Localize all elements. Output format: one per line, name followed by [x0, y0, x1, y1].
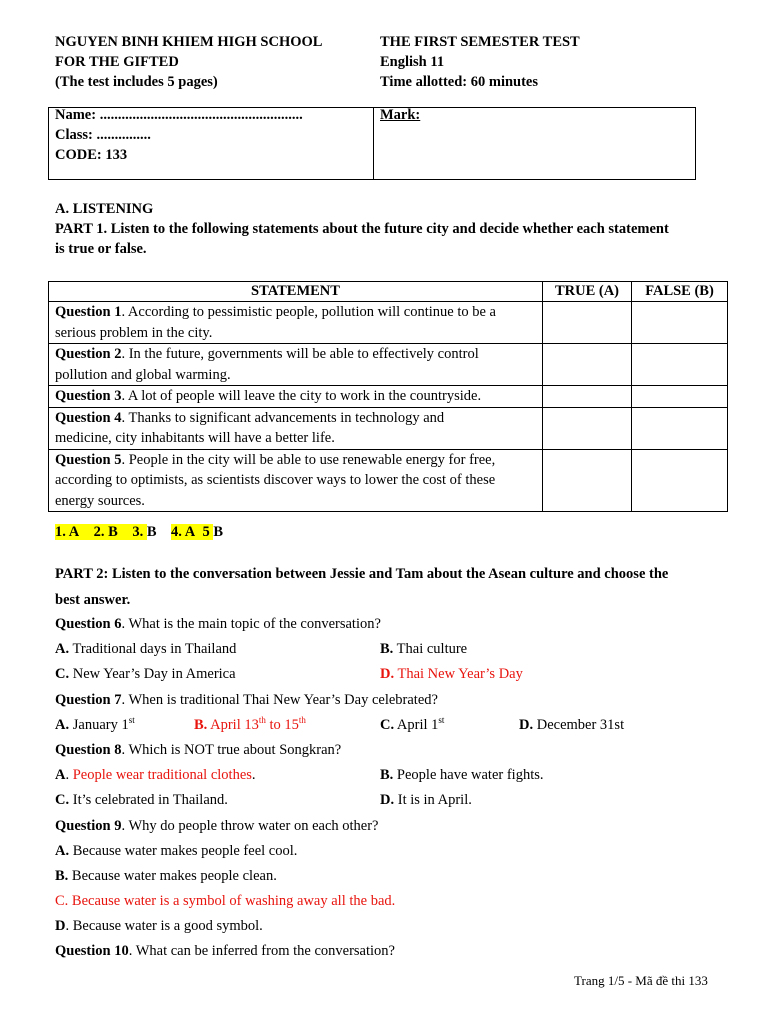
- option-end: .: [251, 767, 256, 783]
- time-allotted: Time allotted: 60 minutes: [380, 74, 539, 90]
- answer-5-value: B: [213, 524, 223, 540]
- answer-3-number: 3.: [132, 524, 147, 540]
- option-text: People wear traditional clothes: [72, 767, 252, 783]
- answer-4: 4. A: [171, 524, 196, 540]
- false-cell[interactable]: [632, 449, 728, 512]
- question-text: . A lot of people will leave the city to work in the countryside.: [121, 388, 482, 404]
- q6-option-d-correct: [380, 666, 523, 683]
- question-label: Question 10: [55, 943, 129, 959]
- section-listening: A. LISTENING: [55, 201, 154, 217]
- question-8: [55, 742, 341, 759]
- statement-cell: [49, 386, 543, 408]
- q7-option-a: [55, 717, 135, 734]
- superscript: th: [258, 715, 266, 725]
- answer-3-value: B: [146, 524, 157, 540]
- table-row: [49, 344, 728, 386]
- option-text: December 31st: [533, 717, 625, 733]
- option-letter: D.: [380, 666, 395, 682]
- question-text: . Which is NOT true about Songkran?: [121, 742, 342, 758]
- question-label: Question 6: [55, 616, 122, 632]
- question-text: . What is the main topic of the conversation?: [121, 616, 381, 632]
- question-text-cont: according to optimists, as scientists discover ways to lower the cost of these: [55, 472, 496, 488]
- question-label: Question 7: [55, 692, 122, 708]
- question-label: Question 1: [55, 304, 122, 320]
- statement-cell: [49, 344, 543, 386]
- option-letter: A: [55, 767, 66, 783]
- part1-instruction-line1: PART 1. Listen to the following statements about the future city and decide whether each statement: [55, 221, 669, 237]
- table-header-row: [49, 282, 728, 302]
- option-text: April 1: [394, 717, 439, 733]
- q8-option-d: [380, 792, 472, 809]
- mark-label: Mark:: [380, 107, 421, 123]
- true-cell[interactable]: [543, 449, 632, 512]
- statement-header: STATEMENT: [49, 282, 543, 302]
- false-cell[interactable]: [632, 386, 728, 408]
- option-text: Traditional days in Thailand: [69, 641, 237, 657]
- option-text: Because water makes people feel cool.: [69, 843, 298, 859]
- statement-cell: [49, 449, 543, 512]
- superscript: th: [298, 715, 306, 725]
- answer-2: 2. B: [93, 524, 118, 540]
- question-label: Question 3: [55, 388, 122, 404]
- q6-option-a: [55, 641, 236, 658]
- option-letter: A.: [55, 717, 70, 733]
- statement-cell: [49, 407, 543, 449]
- answer-5-number: 5: [202, 524, 214, 540]
- option-letter: D.: [519, 717, 534, 733]
- school-name-line1: NGUYEN BINH KHIEM HIGH SCHOOL: [55, 34, 323, 50]
- true-cell[interactable]: [543, 302, 632, 344]
- question-text: . Thanks to significant advancements in technology and: [121, 409, 445, 426]
- q9-option-d: [55, 918, 263, 935]
- pages-note: (The test includes 5 pages): [55, 74, 218, 90]
- question-text: . What can be inferred from the conversation?: [128, 943, 395, 959]
- option-text: Thai New Year’s Day: [394, 666, 523, 682]
- q9-option-b: [55, 868, 277, 885]
- page-footer: Trang 1/5 - Mã đề thi 133: [574, 973, 708, 988]
- part1-answers: [55, 524, 223, 541]
- part2-instruction-line1: PART 2: Listen to the conversation between Jessie and Tam about the Asean culture and choose the: [55, 566, 669, 582]
- question-text-cont: energy sources.: [55, 492, 145, 509]
- superscript: st: [128, 715, 135, 725]
- q9-option-c-correct: C. Because water is a symbol of washing away all the bad.: [55, 893, 396, 909]
- false-cell[interactable]: [632, 407, 728, 449]
- q9-option-a: [55, 843, 297, 860]
- question-text: . According to pessimistic people, pollution will continue to be a: [121, 304, 496, 320]
- option-text: April 13: [207, 717, 259, 733]
- q8-option-a-correct: [55, 767, 256, 784]
- statement-cell: [49, 302, 543, 344]
- false-cell[interactable]: [632, 344, 728, 386]
- option-letter: B.: [55, 868, 69, 884]
- option-letter: C.: [380, 717, 395, 733]
- true-cell[interactable]: [543, 407, 632, 449]
- question-text: . When is traditional Thai New Year’s Day celebrated?: [121, 692, 438, 708]
- option-text: Because water makes people clean.: [68, 868, 277, 884]
- false-header: FALSE (B): [632, 282, 728, 302]
- info-box-divider: [373, 108, 374, 179]
- true-cell[interactable]: [543, 344, 632, 386]
- option-letter: C.: [55, 792, 70, 808]
- q6-option-c: [55, 666, 236, 683]
- question-text-cont: medicine, city inhabitants will have a better life.: [55, 430, 335, 446]
- option-text: to 15: [265, 717, 299, 733]
- question-9: [55, 818, 378, 835]
- q7-option-c: [380, 717, 444, 734]
- false-cell[interactable]: [632, 302, 728, 344]
- question-label: Question 4: [55, 409, 122, 426]
- option-text: It’s celebrated in Thailand.: [69, 792, 228, 808]
- option-text: People have water fights.: [393, 767, 544, 783]
- question-10: [55, 943, 395, 960]
- option-letter: A.: [55, 641, 70, 657]
- option-letter: B.: [194, 717, 208, 733]
- question-text: . People in the city will be able to use renewable energy for free,: [121, 451, 496, 468]
- option-text: . Because water is a good symbol.: [65, 918, 263, 934]
- part1-instruction-line2: is true or false.: [55, 241, 147, 257]
- question-label: Question 9: [55, 818, 122, 834]
- class-field: Class: ...............: [55, 127, 151, 143]
- superscript: st: [438, 715, 445, 725]
- question-7: [55, 692, 438, 709]
- true-false-table: [48, 281, 728, 512]
- question-text: . In the future, governments will be able to effectively control: [121, 346, 479, 362]
- subject: English 11: [380, 54, 445, 70]
- question-6: [55, 616, 381, 633]
- option-letter: D: [55, 918, 66, 934]
- table-row: [49, 449, 728, 512]
- table-row: [49, 302, 728, 344]
- option-dot: .: [65, 767, 73, 783]
- option-text: It is in April.: [394, 792, 472, 808]
- q6-option-b: [380, 641, 467, 658]
- question-label: Question 8: [55, 742, 122, 758]
- option-letter: D.: [380, 792, 395, 808]
- answer-1: 1. A: [55, 524, 80, 540]
- table-row: [49, 386, 728, 408]
- q8-option-b: [380, 767, 544, 784]
- true-header: TRUE (A): [543, 282, 632, 302]
- part2-instruction-line2: best answer.: [55, 592, 131, 608]
- option-text: Thai culture: [393, 641, 468, 657]
- option-letter: B.: [380, 641, 394, 657]
- question-label: Question 2: [55, 346, 122, 362]
- q7-option-d: [519, 717, 624, 734]
- test-title: THE FIRST SEMESTER TEST: [380, 34, 580, 50]
- option-text: New Year’s Day in America: [69, 666, 236, 682]
- table-row: [49, 407, 728, 449]
- option-letter: A.: [55, 843, 70, 859]
- q8-option-c: [55, 792, 228, 809]
- question-text: . Why do people throw water on each other?: [121, 818, 379, 834]
- true-cell[interactable]: [543, 386, 632, 408]
- question-text-cont: pollution and global warming.: [55, 366, 231, 383]
- question-label: Question 5: [55, 451, 122, 468]
- option-letter: B.: [380, 767, 394, 783]
- option-text: January 1: [69, 717, 129, 733]
- option-letter: C.: [55, 666, 70, 682]
- school-name-line2: FOR THE GIFTED: [55, 54, 179, 70]
- q7-option-b-correct: [194, 717, 306, 734]
- question-text-cont: serious problem in the city.: [55, 324, 213, 341]
- name-field: Name: ........................................................: [55, 107, 303, 123]
- exam-code: CODE: 133: [55, 147, 128, 163]
